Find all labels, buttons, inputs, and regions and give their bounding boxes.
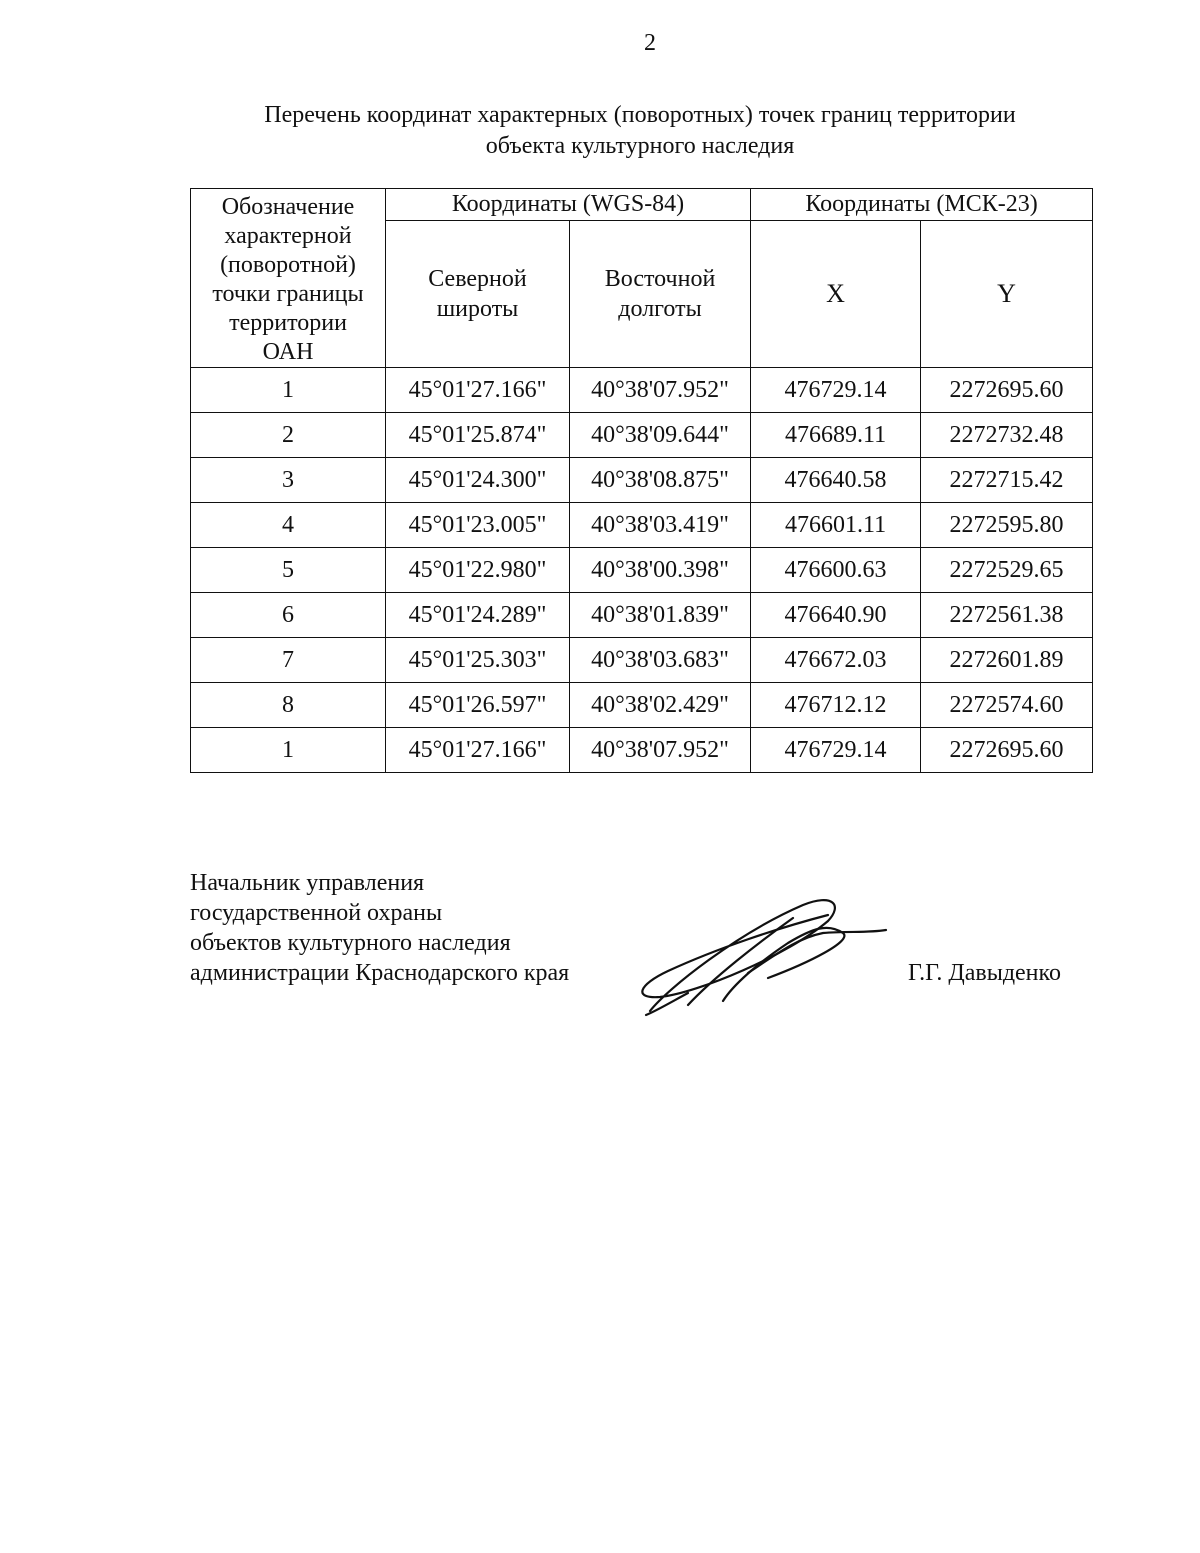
x-cell: 476689.11 — [751, 413, 921, 458]
y-cell: 2272574.60 — [921, 683, 1093, 728]
document-title — [190, 100, 1090, 162]
table-row — [191, 593, 1093, 638]
point-number-cell: 5 — [191, 548, 386, 593]
signer-position-line: Начальник управления — [190, 870, 425, 896]
table-row — [191, 503, 1093, 548]
x-cell: 476601.11 — [751, 503, 921, 548]
longitude-cell: 40°38'03.683" — [570, 638, 751, 683]
y-cell: 2272715.42 — [921, 458, 1093, 503]
header-text: Восточной — [604, 265, 716, 292]
x-header: X — [751, 220, 921, 367]
longitude-cell: 40°38'09.644" — [570, 413, 751, 458]
latitude-cell: 45°01'24.289" — [386, 593, 570, 638]
x-cell: 476640.90 — [751, 593, 921, 638]
header-text: Обозначение — [221, 194, 355, 220]
east-longitude-header — [570, 220, 751, 367]
longitude-cell: 40°38'03.419" — [570, 503, 751, 548]
y-cell: 2272695.60 — [921, 728, 1093, 773]
msk23-group-header: Координаты (МСК-23) — [751, 189, 1093, 221]
y-cell: 2272561.38 — [921, 593, 1093, 638]
header-text: долготы — [618, 295, 702, 322]
table-row — [191, 728, 1093, 773]
x-cell: 476672.03 — [751, 638, 921, 683]
signer-position-line: объектов культурного наследия — [190, 930, 511, 956]
table-row — [191, 683, 1093, 728]
table-row — [191, 458, 1093, 503]
document-title-line-1: Перечень координат характерных (поворотных) точек границ территории — [264, 102, 1016, 128]
table-header-row — [191, 189, 1093, 221]
page-number: 2 — [644, 30, 656, 56]
signer-position-line: государственной охраны — [190, 900, 443, 926]
longitude-cell: 40°38'07.952" — [570, 368, 751, 413]
y-header: Y — [921, 220, 1093, 367]
signer-position-line: администрации Краснодарского края — [190, 960, 570, 986]
latitude-cell: 45°01'23.005" — [386, 503, 570, 548]
longitude-cell: 40°38'02.429" — [570, 683, 751, 728]
y-cell: 2272529.65 — [921, 548, 1093, 593]
signer-position — [190, 868, 569, 988]
handwritten-signature — [628, 893, 888, 1018]
table-row — [191, 548, 1093, 593]
point-number-cell: 3 — [191, 458, 386, 503]
x-cell: 476729.14 — [751, 368, 921, 413]
point-number-cell: 8 — [191, 683, 386, 728]
table-row — [191, 413, 1093, 458]
y-cell: 2272732.48 — [921, 413, 1093, 458]
header-text: Северной — [428, 265, 527, 292]
y-cell: 2272695.60 — [921, 368, 1093, 413]
header-text: точки границы — [212, 281, 364, 307]
point-number-cell: 7 — [191, 638, 386, 683]
x-cell: 476729.14 — [751, 728, 921, 773]
signer-name: Г.Г. Давыденко — [908, 960, 1061, 986]
x-cell: 476640.58 — [751, 458, 921, 503]
point-number-cell: 1 — [191, 728, 386, 773]
point-number-cell: 1 — [191, 368, 386, 413]
y-cell: 2272595.80 — [921, 503, 1093, 548]
x-cell: 476712.12 — [751, 683, 921, 728]
point-number-cell: 4 — [191, 503, 386, 548]
latitude-cell: 45°01'24.300" — [386, 458, 570, 503]
point-number-cell: 6 — [191, 593, 386, 638]
table-row — [191, 638, 1093, 683]
header-text: характерной — [224, 223, 352, 249]
longitude-cell: 40°38'01.839" — [570, 593, 751, 638]
longitude-cell: 40°38'00.398" — [570, 548, 751, 593]
longitude-cell: 40°38'07.952" — [570, 728, 751, 773]
point-number-cell: 2 — [191, 413, 386, 458]
latitude-cell: 45°01'26.597" — [386, 683, 570, 728]
table-row — [191, 368, 1093, 413]
wgs84-group-header: Координаты (WGS-84) — [386, 189, 751, 221]
north-latitude-header — [386, 220, 570, 367]
latitude-cell: 45°01'27.166" — [386, 728, 570, 773]
header-text: широты — [436, 295, 519, 322]
latitude-cell: 45°01'22.980" — [386, 548, 570, 593]
latitude-cell: 45°01'27.166" — [386, 368, 570, 413]
longitude-cell: 40°38'08.875" — [570, 458, 751, 503]
coordinates-table — [190, 188, 1093, 773]
x-cell: 476600.63 — [751, 548, 921, 593]
header-text: территории — [229, 310, 347, 336]
y-cell: 2272601.89 — [921, 638, 1093, 683]
latitude-cell: 45°01'25.303" — [386, 638, 570, 683]
header-text: ОАН — [262, 339, 314, 365]
document-title-line-2: объекта культурного наследия — [485, 133, 795, 159]
header-text: (поворотной) — [220, 252, 356, 278]
latitude-cell: 45°01'25.874" — [386, 413, 570, 458]
point-designation-header — [191, 189, 386, 368]
